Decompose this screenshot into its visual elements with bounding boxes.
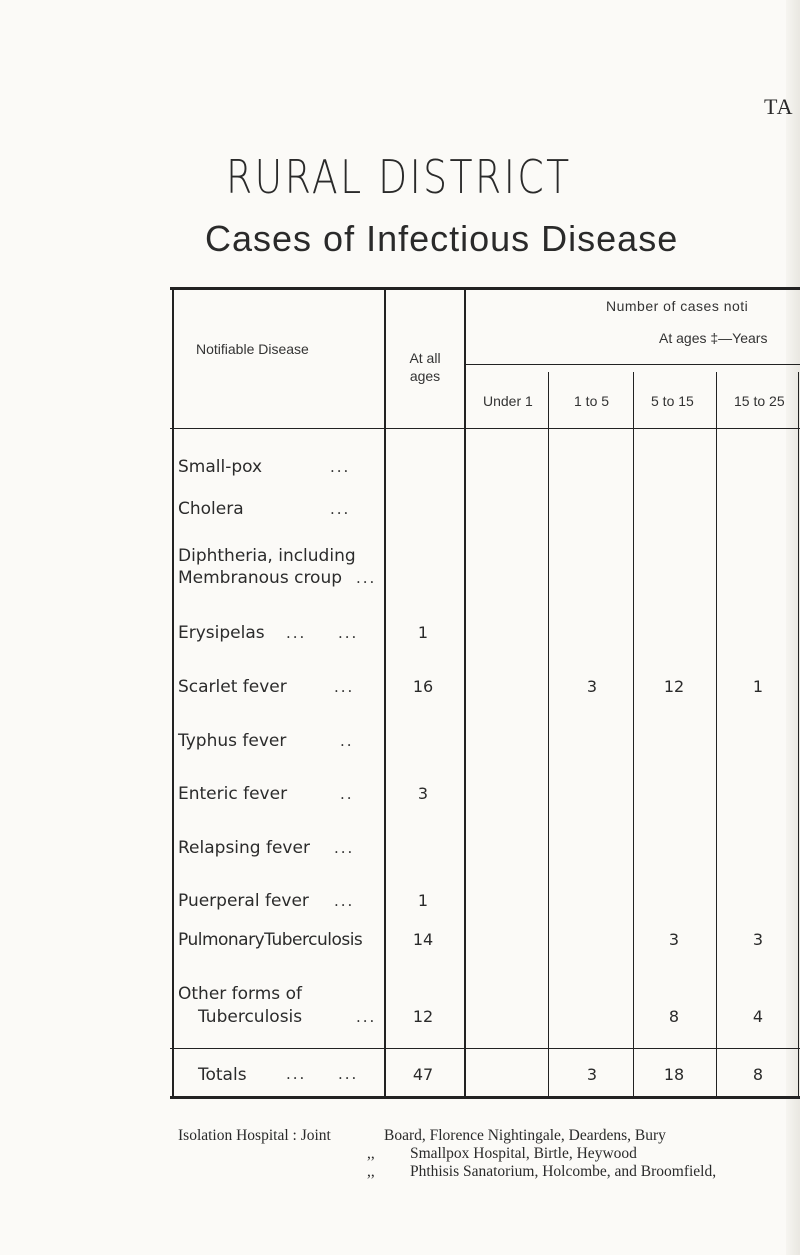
row-label-puerperal: Puerperal fever: [178, 891, 309, 911]
row-label-pulmonary-tb: PulmonaryTuberculosis: [178, 930, 363, 950]
cell-other-tb-all: 12: [412, 1007, 434, 1026]
row-dots-puerperal: ...: [334, 892, 355, 910]
row-label-totals: Totals: [198, 1065, 247, 1085]
cell-totals-15-25: 8: [752, 1065, 764, 1084]
table-bottom-rule: [170, 1096, 800, 1099]
row-dots-scarlet: ...: [334, 678, 355, 696]
cell-pulmonary-tb-15-25: 3: [752, 930, 764, 949]
header-all-ages-text: At all ages: [409, 350, 441, 384]
cell-totals-all: 47: [412, 1065, 434, 1084]
totals-top-rule: [170, 1048, 800, 1049]
header-group-sub: At ages ‡—Years: [659, 330, 768, 346]
header-15-to-25: 15 to 25: [734, 393, 785, 409]
header-under-1: Under 1: [483, 393, 533, 409]
row-label-diphtheria: Diphtheria, including: [178, 546, 356, 566]
row-label-enteric: Enteric fever: [178, 784, 288, 804]
under1-col-rule: [548, 372, 549, 1098]
age5-15-col-rule: [716, 372, 717, 1098]
row-label-smallpox: Small-pox: [178, 457, 263, 477]
header-5-to-15: 5 to 15: [651, 393, 694, 409]
row-dots-totals: ...: [286, 1065, 307, 1083]
row-label-other-tb-line1: Other forms of: [178, 984, 302, 1004]
header-notifiable-disease: Notifiable Disease: [196, 341, 309, 357]
header-group-title: Number of cases noti: [606, 298, 749, 314]
row-label-cholera: Cholera: [178, 499, 244, 519]
row-dots-cholera: ...: [330, 500, 351, 518]
corner-label: TA: [764, 94, 794, 119]
footer-line-1-text: Board, Florence Nightingale, Deardens, Bury: [384, 1127, 666, 1144]
row-dots-diphtheria: ...: [356, 569, 377, 587]
header-all-ages: [397, 349, 453, 385]
footer-line-3-text: Phthisis Sanatorium, Holcombe, and Broomfield,: [410, 1163, 717, 1180]
row-label-relapsing: Relapsing fever: [178, 838, 310, 858]
cell-scarlet-1-5: 3: [586, 677, 598, 696]
page-title: RURAL DISTRICT: [226, 150, 572, 204]
row-label-typhus: Typhus fever: [178, 731, 287, 751]
row-label-other-tb-line2: Tuberculosis: [198, 1007, 303, 1027]
page-subtitle: Cases of Infectious Disease: [205, 218, 679, 259]
footer-line-2-mark: ,,: [367, 1145, 375, 1162]
row-dots-enteric: ..: [340, 785, 354, 803]
footer-line-3-mark: ,,: [367, 1163, 375, 1180]
age-group-rule: [465, 364, 800, 365]
disease-col-rule: [384, 287, 386, 1098]
age15-25-col-rule: [798, 372, 799, 1098]
row-dots-other-tb: ...: [356, 1008, 377, 1026]
row-label-scarlet: Scarlet fever: [178, 677, 287, 697]
row-label-diphtheria-2: Membranous croup: [178, 568, 343, 588]
table-left-rule: [172, 287, 174, 1098]
cell-enteric-all: 3: [417, 784, 429, 803]
header-bottom-rule: [170, 428, 800, 429]
cell-erysipelas-all: 1: [417, 623, 429, 642]
row-dots-relapsing: ...: [334, 839, 355, 857]
table-top-rule: [170, 287, 800, 290]
cell-scarlet-15-25: 1: [752, 677, 764, 696]
row-dots-typhus: ..: [340, 732, 354, 750]
row-label-erysipelas: Erysipelas: [178, 623, 265, 643]
cell-other-tb-5-15: 8: [668, 1007, 680, 1026]
cell-pulmonary-tb-5-15: 3: [668, 930, 680, 949]
row-dots-erysipelas: ...: [286, 624, 307, 642]
header-1-to-5: 1 to 5: [574, 393, 610, 409]
cell-scarlet-all: 16: [412, 677, 434, 696]
footer-line-1-label: Isolation Hospital : Joint: [178, 1127, 331, 1144]
row-dots-smallpox: ...: [330, 458, 351, 476]
age1-5-col-rule: [633, 372, 634, 1098]
cell-other-tb-15-25: 4: [752, 1007, 764, 1026]
row-dots2-totals: ...: [338, 1065, 359, 1083]
cell-pulmonary-tb-all: 14: [412, 930, 434, 949]
cell-puerperal-all: 1: [417, 891, 429, 910]
row-dots2-erysipelas: ...: [338, 624, 359, 642]
footer-line-2-text: Smallpox Hospital, Birtle, Heywood: [410, 1145, 637, 1162]
allages-col-rule: [464, 287, 466, 1098]
cell-totals-1-5: 3: [586, 1065, 598, 1084]
cell-scarlet-5-15: 12: [663, 677, 685, 696]
cell-totals-5-15: 18: [663, 1065, 685, 1084]
